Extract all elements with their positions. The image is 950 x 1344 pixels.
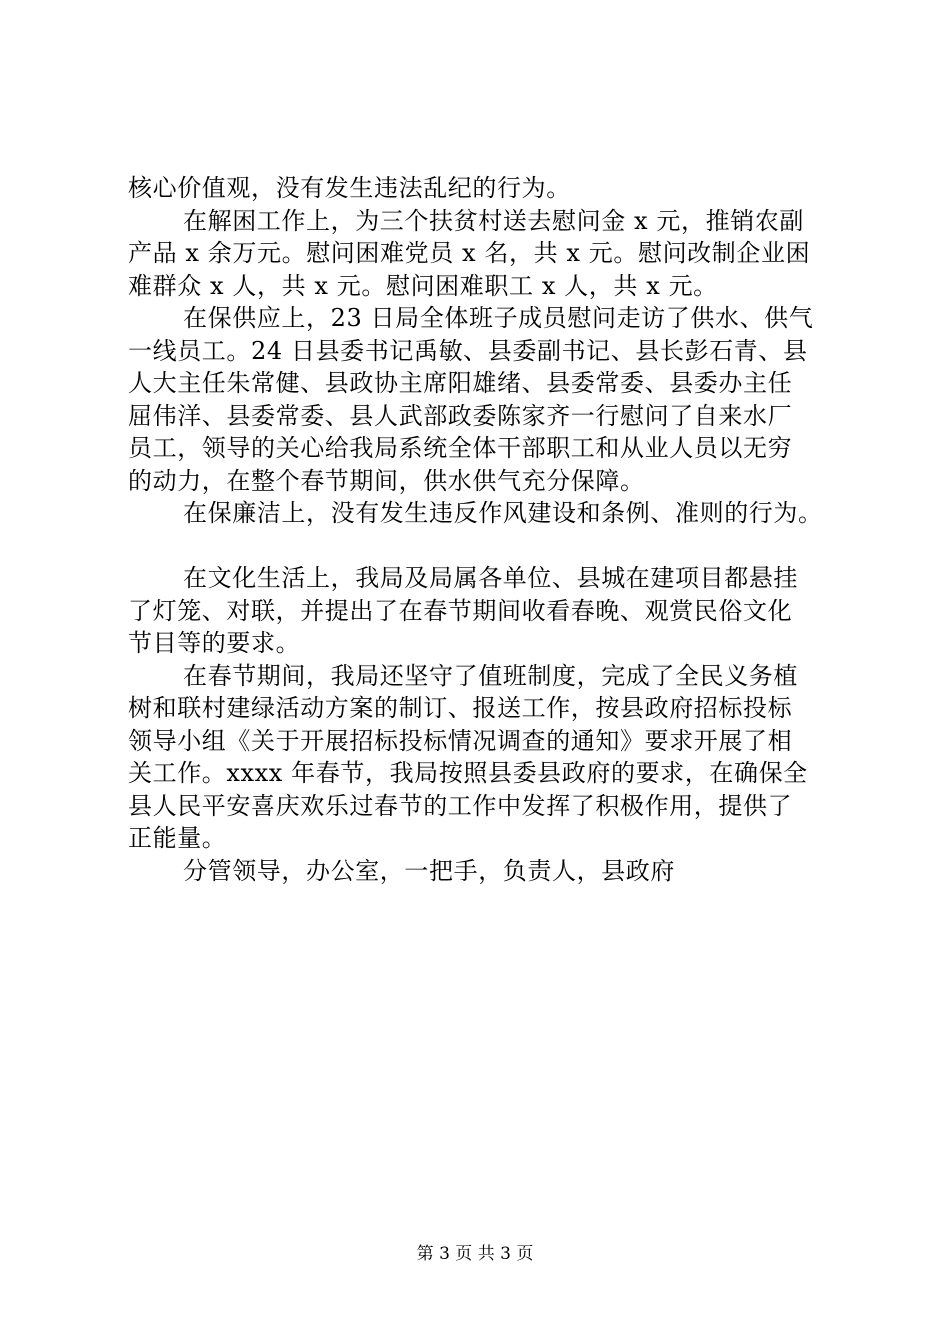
page-footer: 第 3 页 共 3 页 [416,1244,534,1264]
text-line: 领导小组《关于开展招标投标情况调查的通知》要求开展了相 [128,726,793,755]
text-line: 在保供应上，23 日局全体班子成员慰问走访了供水、供气 [183,304,814,332]
text-line: 县人民平安喜庆欢乐过春节的工作中发挥了积极作用，提供了 [128,791,793,820]
text-line: 核心价值观，没有发生违法乱纪的行为。 [128,174,571,202]
document-body [128,172,840,887]
text-line: 在春节期间，我局还坚守了值班制度，完成了全民义务植 [183,661,798,690]
text-line: 在文化生活上，我局及局属各单位、县城在建项目都悬挂 [183,564,798,592]
text-line: 节目等的要求。 [128,629,301,657]
text-line: 难群众 x 人，共 x 元。慰问困难职工 x 人，共 x 元。 [128,271,718,300]
text-line: 产品 x 余万元。慰问困难党员 x 名，共 x 元。慰问改制企业困 [128,239,811,267]
text-line: 员工，领导的关心给我局系统全体干部职工和从业人员以无穷 [128,434,793,462]
text-line: 人大主任朱常健、县政协主席阳雄绪、县委常委、县委办主任 [128,369,793,397]
text-line: 一线员工。24 日县委书记禹敏、县委副书记、县长彭石青、县 [128,336,808,365]
text-line: 关工作。xxxx 年春节，我局按照县委县政府的要求，在确保全 [128,759,808,787]
text-line: 分管领导，办公室，一把手，负责人，县政府 [183,856,675,885]
text-line: 正能量。 [128,824,227,852]
text-line: 的动力，在整个春节期间，供水供气充分保障。 [128,466,645,495]
text-line: 树和联村建绿活动方案的制订、报送工作，按县政府招标投标 [128,694,793,722]
text-line: 了灯笼、对联，并提出了在春节期间收看春晚、观赏民俗文化 [128,596,793,625]
blank-line [128,530,840,563]
text-line: 屈伟洋、县委常委、县人武部政委陈家齐一行慰问了自来水厂 [128,401,793,430]
text-line: 在保廉洁上，没有发生违反作风建设和条例、准则的行为。 [183,499,823,527]
text-line: 在解困工作上，为三个扶贫村送去慰问金 x 元，推销农副 [183,206,804,235]
